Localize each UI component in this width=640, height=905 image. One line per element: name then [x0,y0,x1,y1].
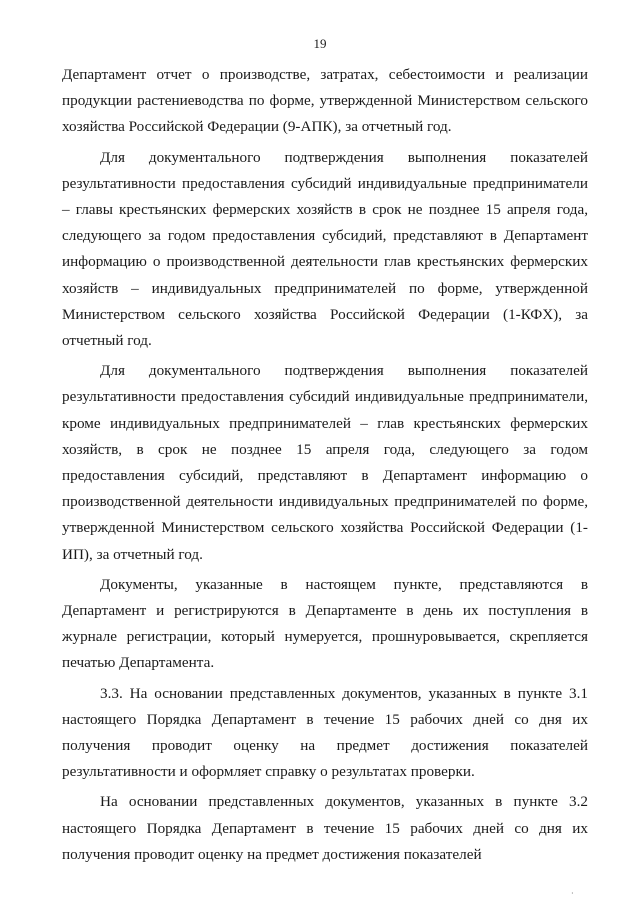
paragraph-kfh-confirmation: Для документального подтверждения выполнения показателей результативности предоставления субсидий индивидуальные предприниматели – главы крестьянских фермерских хозяйств в срок не позднее 15 апреля года, следующего за годом предоставления субсидий, представляют в Департамент информацию о производственной деятельности глав крестьянских фермерских хозяйств – индивидуальных предпринимателей по форме, утвержденной Министерством сельского хозяйства Российской Федерации (1-КФХ), за отчетный год. [62,148,588,350]
document-body [62,62,588,872]
page-number: 19 [313,36,327,51]
corner-mark: · [571,889,574,898]
paragraph-report-9apk: Департамент отчет о производстве, затратах, себестоимости и реализации продукции растениеводства по форме, утвержденной Министерством сельского хозяйства Российской Федерации (9-АПК), за отчетный год. [62,66,588,136]
paragraph-documents-registration: Документы, указанные в настоящем пункте, представляются в Департамент и регистрируются в Департаменте в день их поступления в журнале регистрации, который нумеруется, прошнуровывается, скрепляется печатью Департамента. [62,575,588,672]
paragraph-ip-confirmation: Для документального подтверждения выполнения показателей результативности предоставления субсидий индивидуальные предприниматели, кроме индивидуальных предпринимателей – глав крестьянских фермерских хозяйств, в срок не позднее 15 апреля года, следующего за годом предоставления субсидий, представляют в Департамент информацию о производственной деятельности индивидуальных предпринимателей по форме, утвержденной Министерством сельского хозяйства Российской Федерации (1-ИП), за отчетный год. [62,362,588,563]
paragraph-3-2-assessment: На основании представленных документов, указанных в пункте 3.2 настоящего Порядка Департамент в течение 15 рабочих дней со дня их получения проводит оценку на предмет достижения показателей [62,793,588,863]
paragraph-3-3: 3.3. На основании представленных документов, указанных в пункте 3.1 настоящего Порядка Департамент в течение 15 рабочих дней со дня их получения проводит оценку на предмет достижения показателей результативности и оформляет справку о результатах проверки. [62,684,588,781]
